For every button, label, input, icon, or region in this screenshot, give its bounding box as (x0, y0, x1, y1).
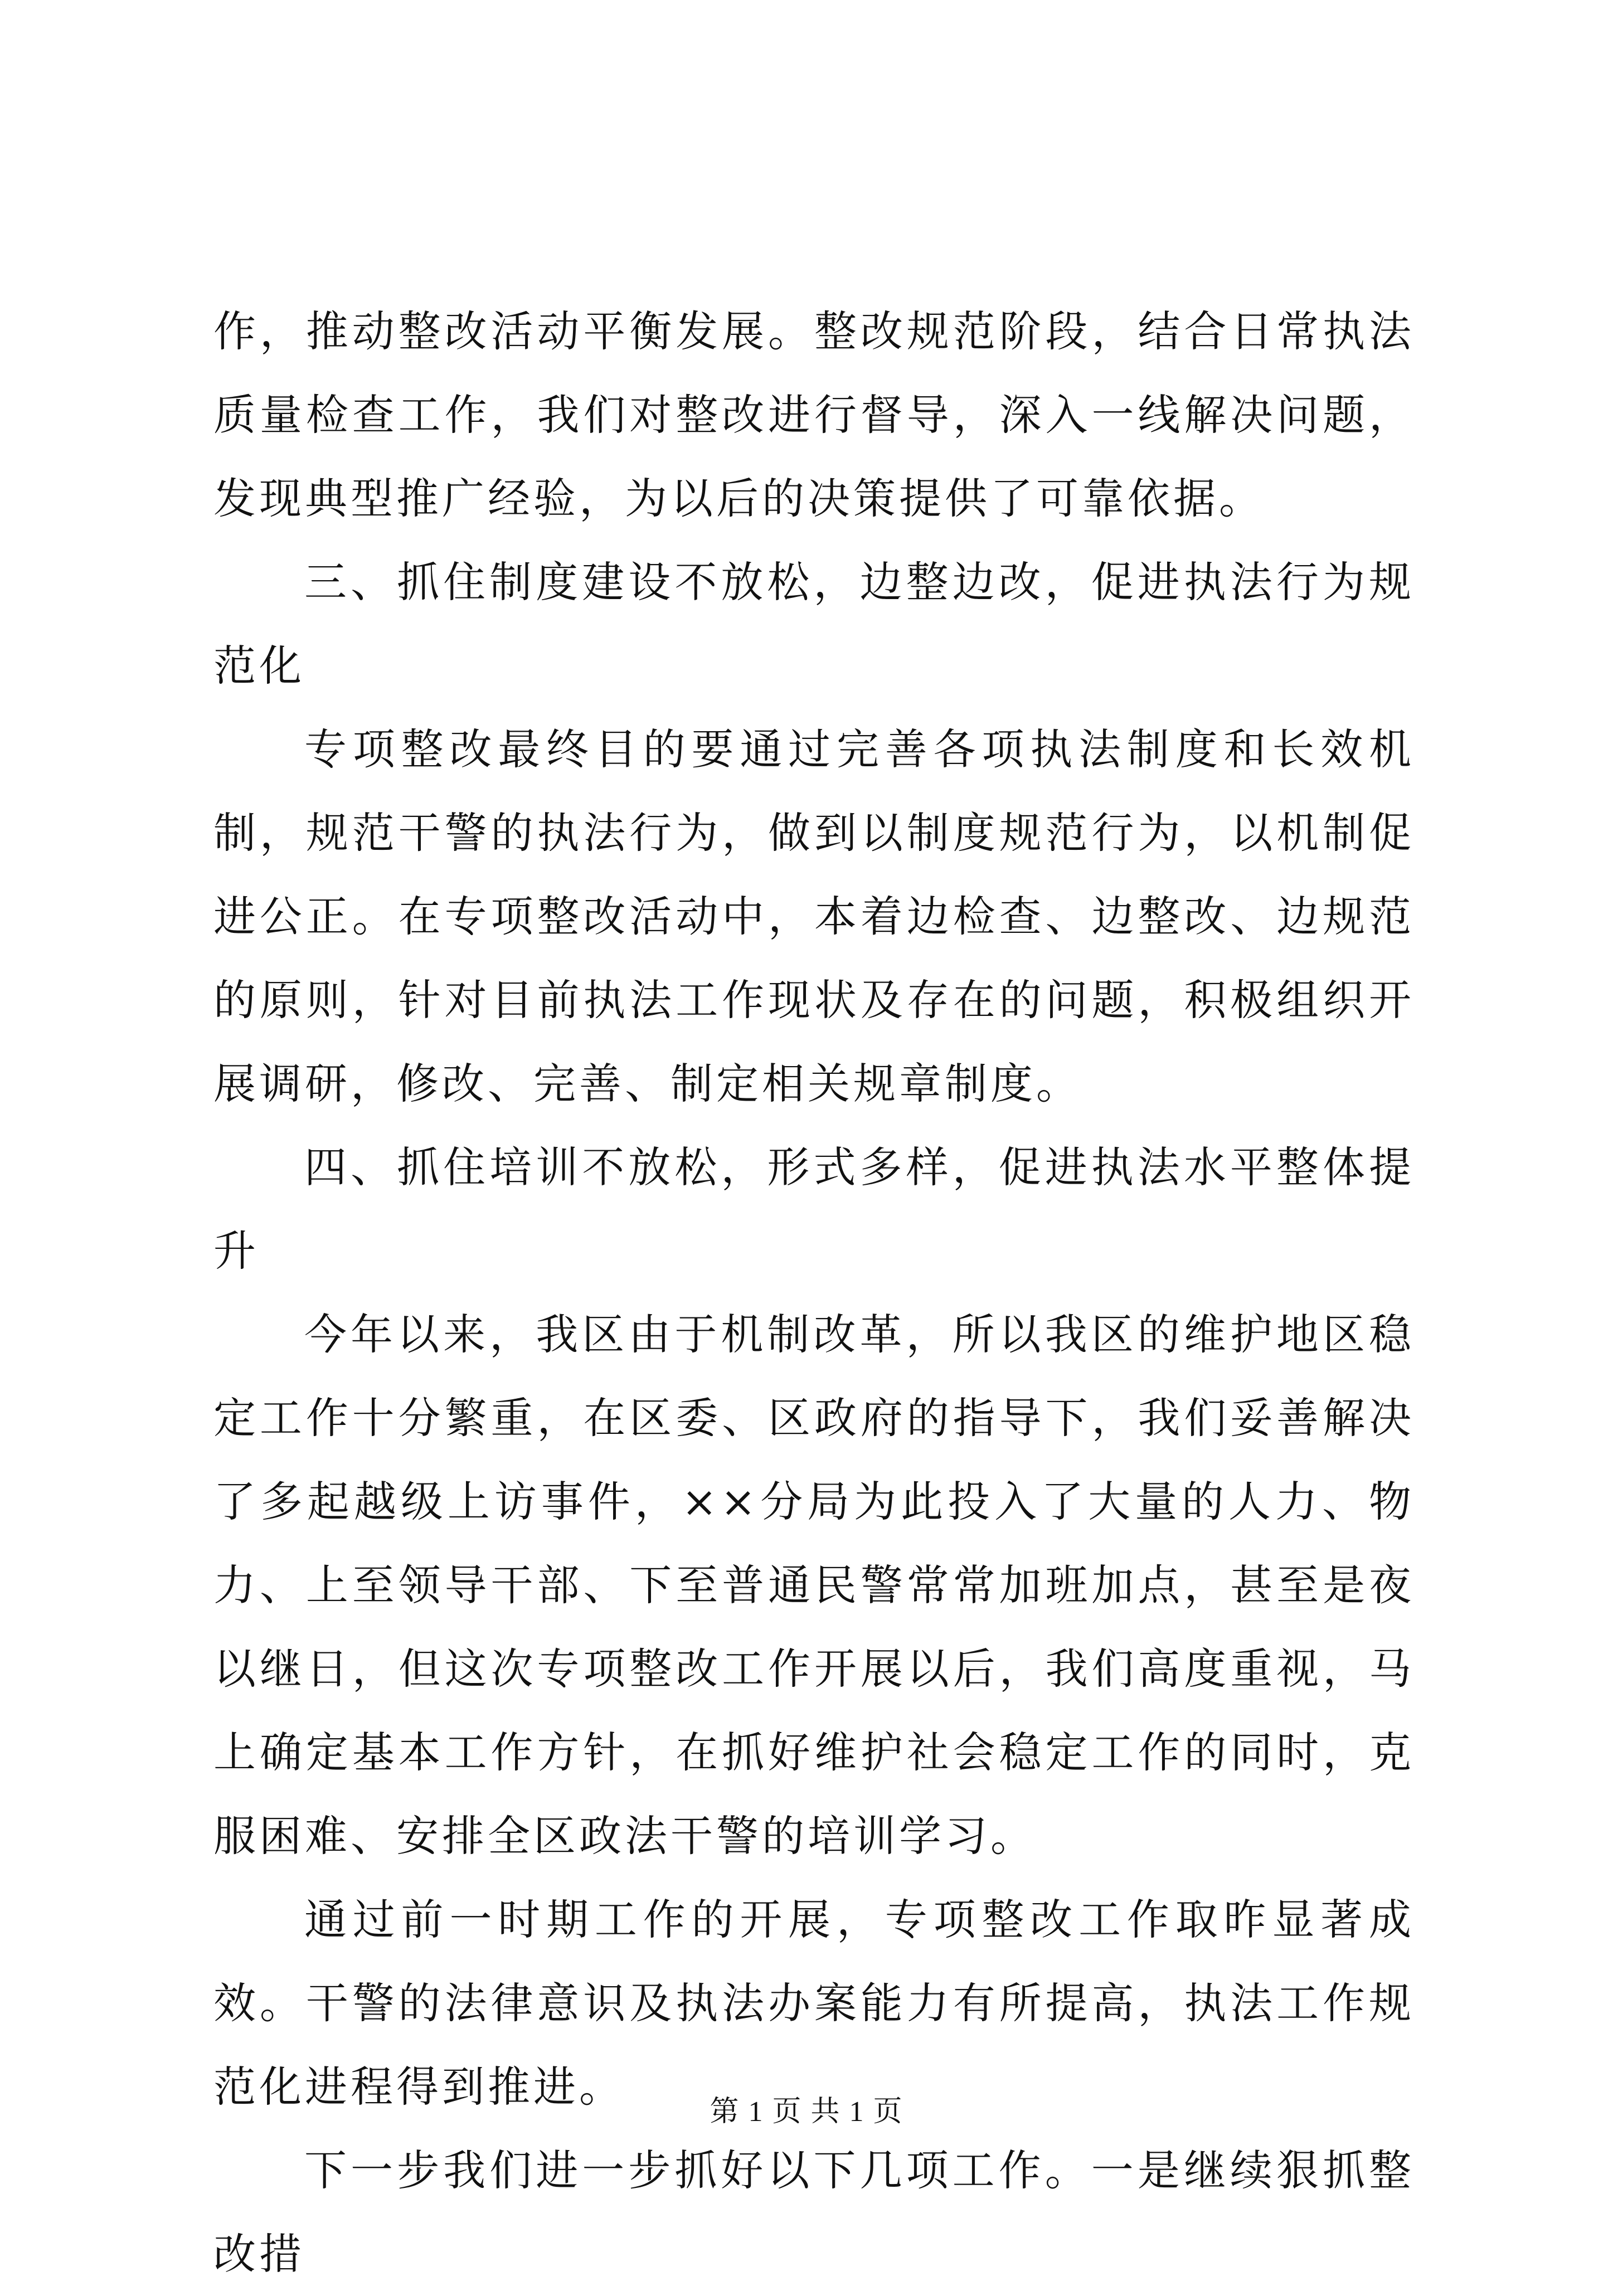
paragraph-results: 通过前一时期工作的开展，专项整改工作取昨显著成效。干警的法律意识及执法办案能力有所提高，执法工作规范化进程得到推进。 (213, 1895, 1415, 2112)
paragraph-next-steps: 下一步我们进一步抓好以下几项工作。一是继续狠抓整改措 (213, 2146, 1415, 2279)
page-number-footer: 第 1 页 共 1 页 (710, 2096, 903, 2128)
document-body (213, 290, 1415, 2296)
paragraph-system-building: 专项整改最终目的要通过完善各项执法制度和长效机制，规范干警的执法行为，做到以制度规范行为，以机制促进公正。在专项整改活动中，本着边检查、边整改、边规范的原则，针对目前执法工作现状及存在的问题，积极组织开展调研，修改、完善、制定相关规章制度。 (213, 724, 1415, 1108)
paragraph-continuation: 作，推动整改活动平衡发展。整改规范阶段，结合日常执法质量检查工作，我们对整改进行督导，深入一线解决问题，发现典型推广经验，为以后的决策提供了可靠依据。 (213, 307, 1415, 523)
paragraph-training: 今年以来，我区由于机制改革，所以我区的维护地区稳定工作十分繁重，在区委、区政府的指导下，我们妥善解决了多起越级上访事件，××分局为此投入了大量的人力、物力、上至领导干部、下至普通民警常常加班加点，甚至是夜以继日，但这次专项整改工作开展以后，我们高度重视，马上确定基本工作方针，在抓好维护社会稳定工作的同时，克服困难、安排全区政法干警的培训学习。 (213, 1310, 1415, 1861)
section-heading-four: 四、抓住培训不放松，形式多样，促进执法水平整体提升 (213, 1142, 1415, 1276)
section-heading-three: 三、抓住制度建设不放松，边整边改，促进执法行为规范化 (213, 557, 1415, 690)
